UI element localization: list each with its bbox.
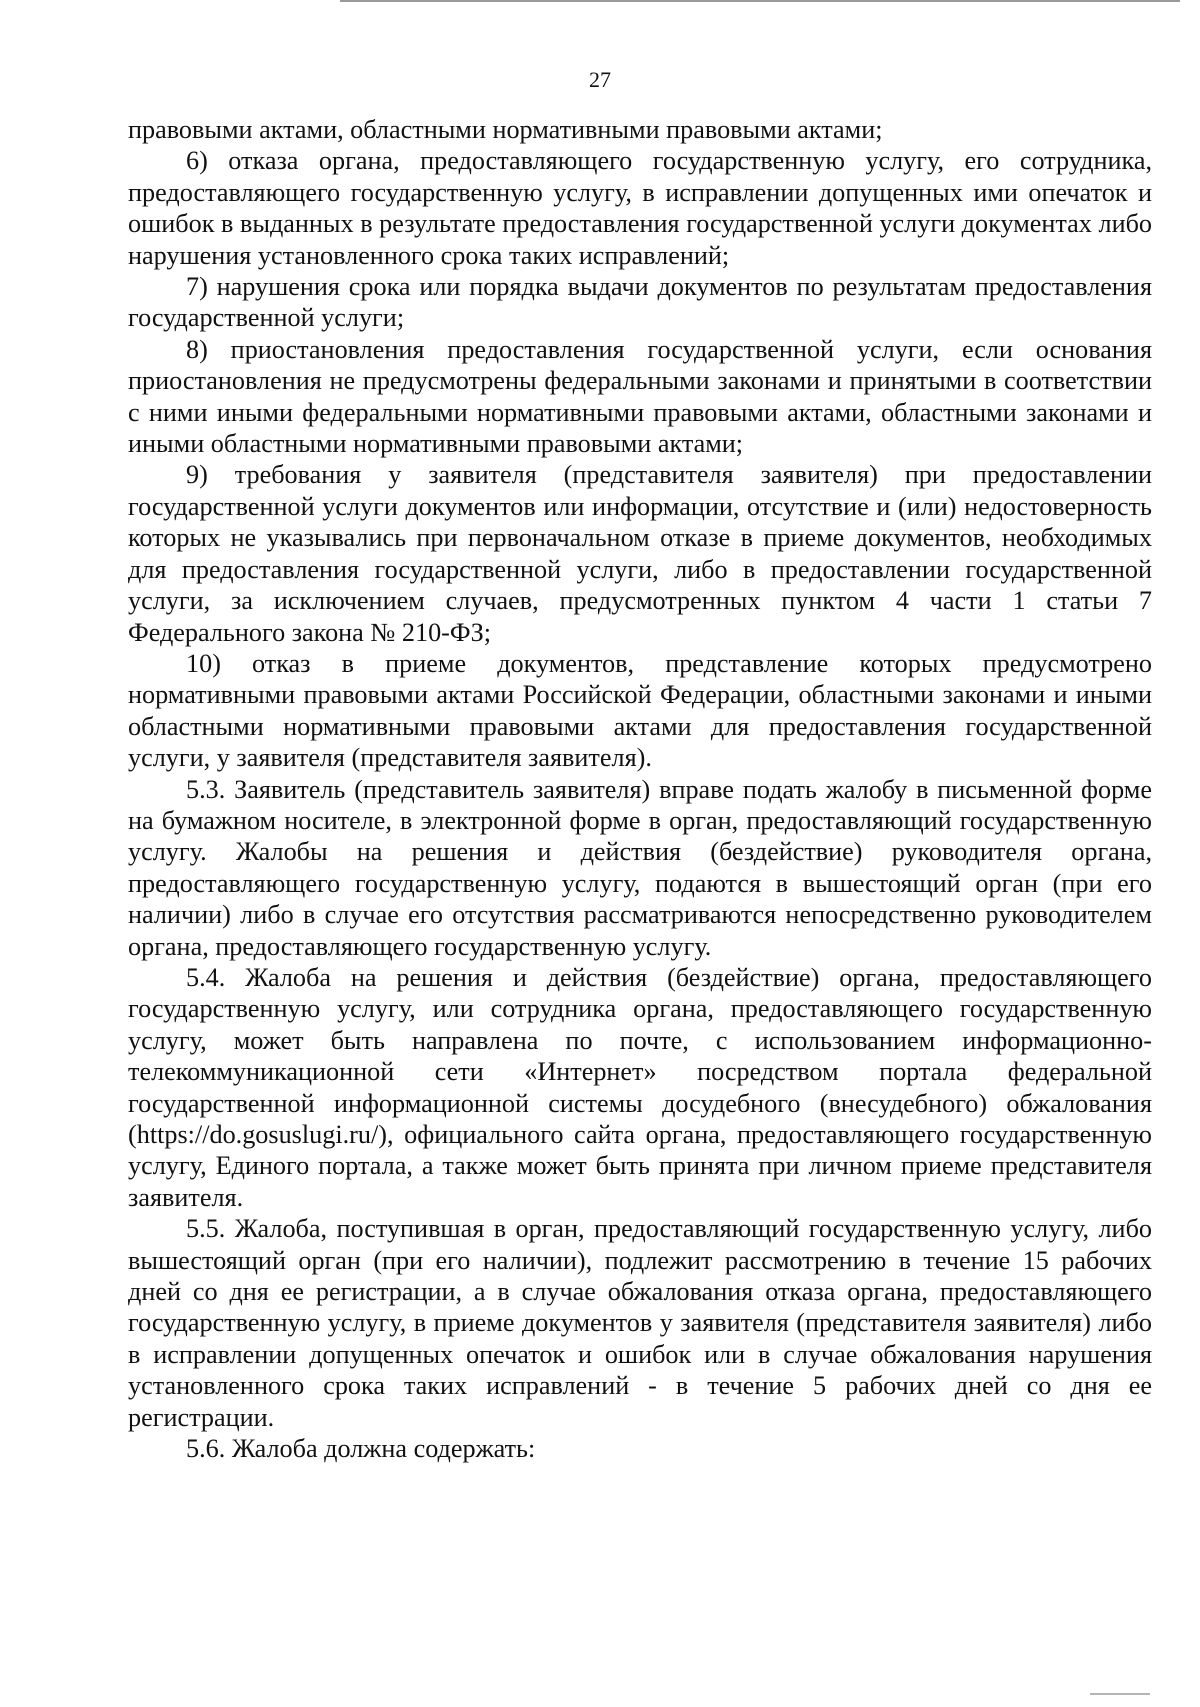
page-number: 27 (589, 67, 611, 92)
paragraph-item-9: 9) требования у заявителя (представителя заявителя) при предоставлении государственной услуги документов или информации, отсутствие и (или) недостоверность которых не указывались при первоначальном отказе в приеме документов, необходимых для предоставления государственной услуги, либо в предоставлении государственной услуги, за исключением случаев, предусмотренных пунктом 4 части 1 статьи 7 Федерального закона № 210-ФЗ; (128, 460, 1152, 647)
paragraph-item-8: 8) приостановления предоставления государственной услуги, если основания приостановления не предусмотрены федеральными законами и принятыми в соответствии с ними иными федеральными нормативными правовыми актами, областными законами и иными областными нормативными правовыми актами; (128, 334, 1152, 459)
paragraph-section-5-4: 5.4. Жалоба на решения и действия (бездействие) органа, предоставляющего государственную услугу, или сотрудника органа, предоставляющего государственную услугу, может быть направлена по почте, с использованием информационно-телекоммуникационной сети «Интернет» посредством портала федеральной государственной информационной системы досудебного (внесудебного) обжалования (https://do.gosuslugi.ru/), официального сайта органа, предоставляющего государственную услугу, Единого портала, а также может быть принята при личном приеме представителя заявителя. (128, 962, 1152, 1212)
paragraph-item-7: 7) нарушения срока или порядка выдачи документов по результатам предоставления государственной услуги; (128, 272, 1152, 333)
bottom-scan-mark (1090, 1693, 1150, 1695)
paragraph-item-6: 6) отказа органа, предоставляющего государственную услугу, его сотрудника, предоставляющего государственную услугу, в исправлении допущенных ими опечаток и ошибок в выданных в результате предоставления государственной услуги документах либо нарушения установленного срока таких исправлений; (128, 146, 1152, 270)
paragraph-item-10: 10) отказ в приеме документов, представление которых предусмотрено нормативными правовыми актами Российской Федерации, областными законами и иными областными нормативными правовыми актами для предоставления государственной услуги, у заявителя (представителя заявителя). (128, 648, 1152, 773)
paragraph-section-5-5: 5.5. Жалоба, поступившая в орган, предоставляющий государственную услугу, либо вышестоящий орган (при его наличии), подлежит рассмотрению в течение 15 рабочих дней со дня ее регистрации, а в случае обжалования отказа органа, предоставляющего государственную услугу, в приеме документов у заявителя (представителя заявителя) либо в исправлении допущенных опечаток и ошибок или в случае обжалования нарушения установленного срока таких исправлений - в течение 5 рабочих дней со дня ее регистрации. (128, 1214, 1152, 1432)
top-rule (340, 0, 1180, 2)
document-body (128, 114, 1152, 1464)
paragraph-section-5-3: 5.3. Заявитель (представитель заявителя) вправе подать жалобу в письменной форме на бумажном носителе, в электронной форме в орган, предоставляющий государственную услугу. Жалобы на решения и действия (бездействие) руководителя органа, предоставляющего государственную услугу, подаются в вышестоящий орган (при его наличии) либо в случае его отсутствия рассматриваются непосредственно руководителем органа, предоставляющего государственную услугу. (128, 774, 1152, 961)
paragraph-section-5-6: 5.6. Жалоба должна содержать: (186, 1434, 536, 1464)
paragraph-continuation: правовыми актами, областными нормативными правовыми актами; (128, 115, 883, 144)
